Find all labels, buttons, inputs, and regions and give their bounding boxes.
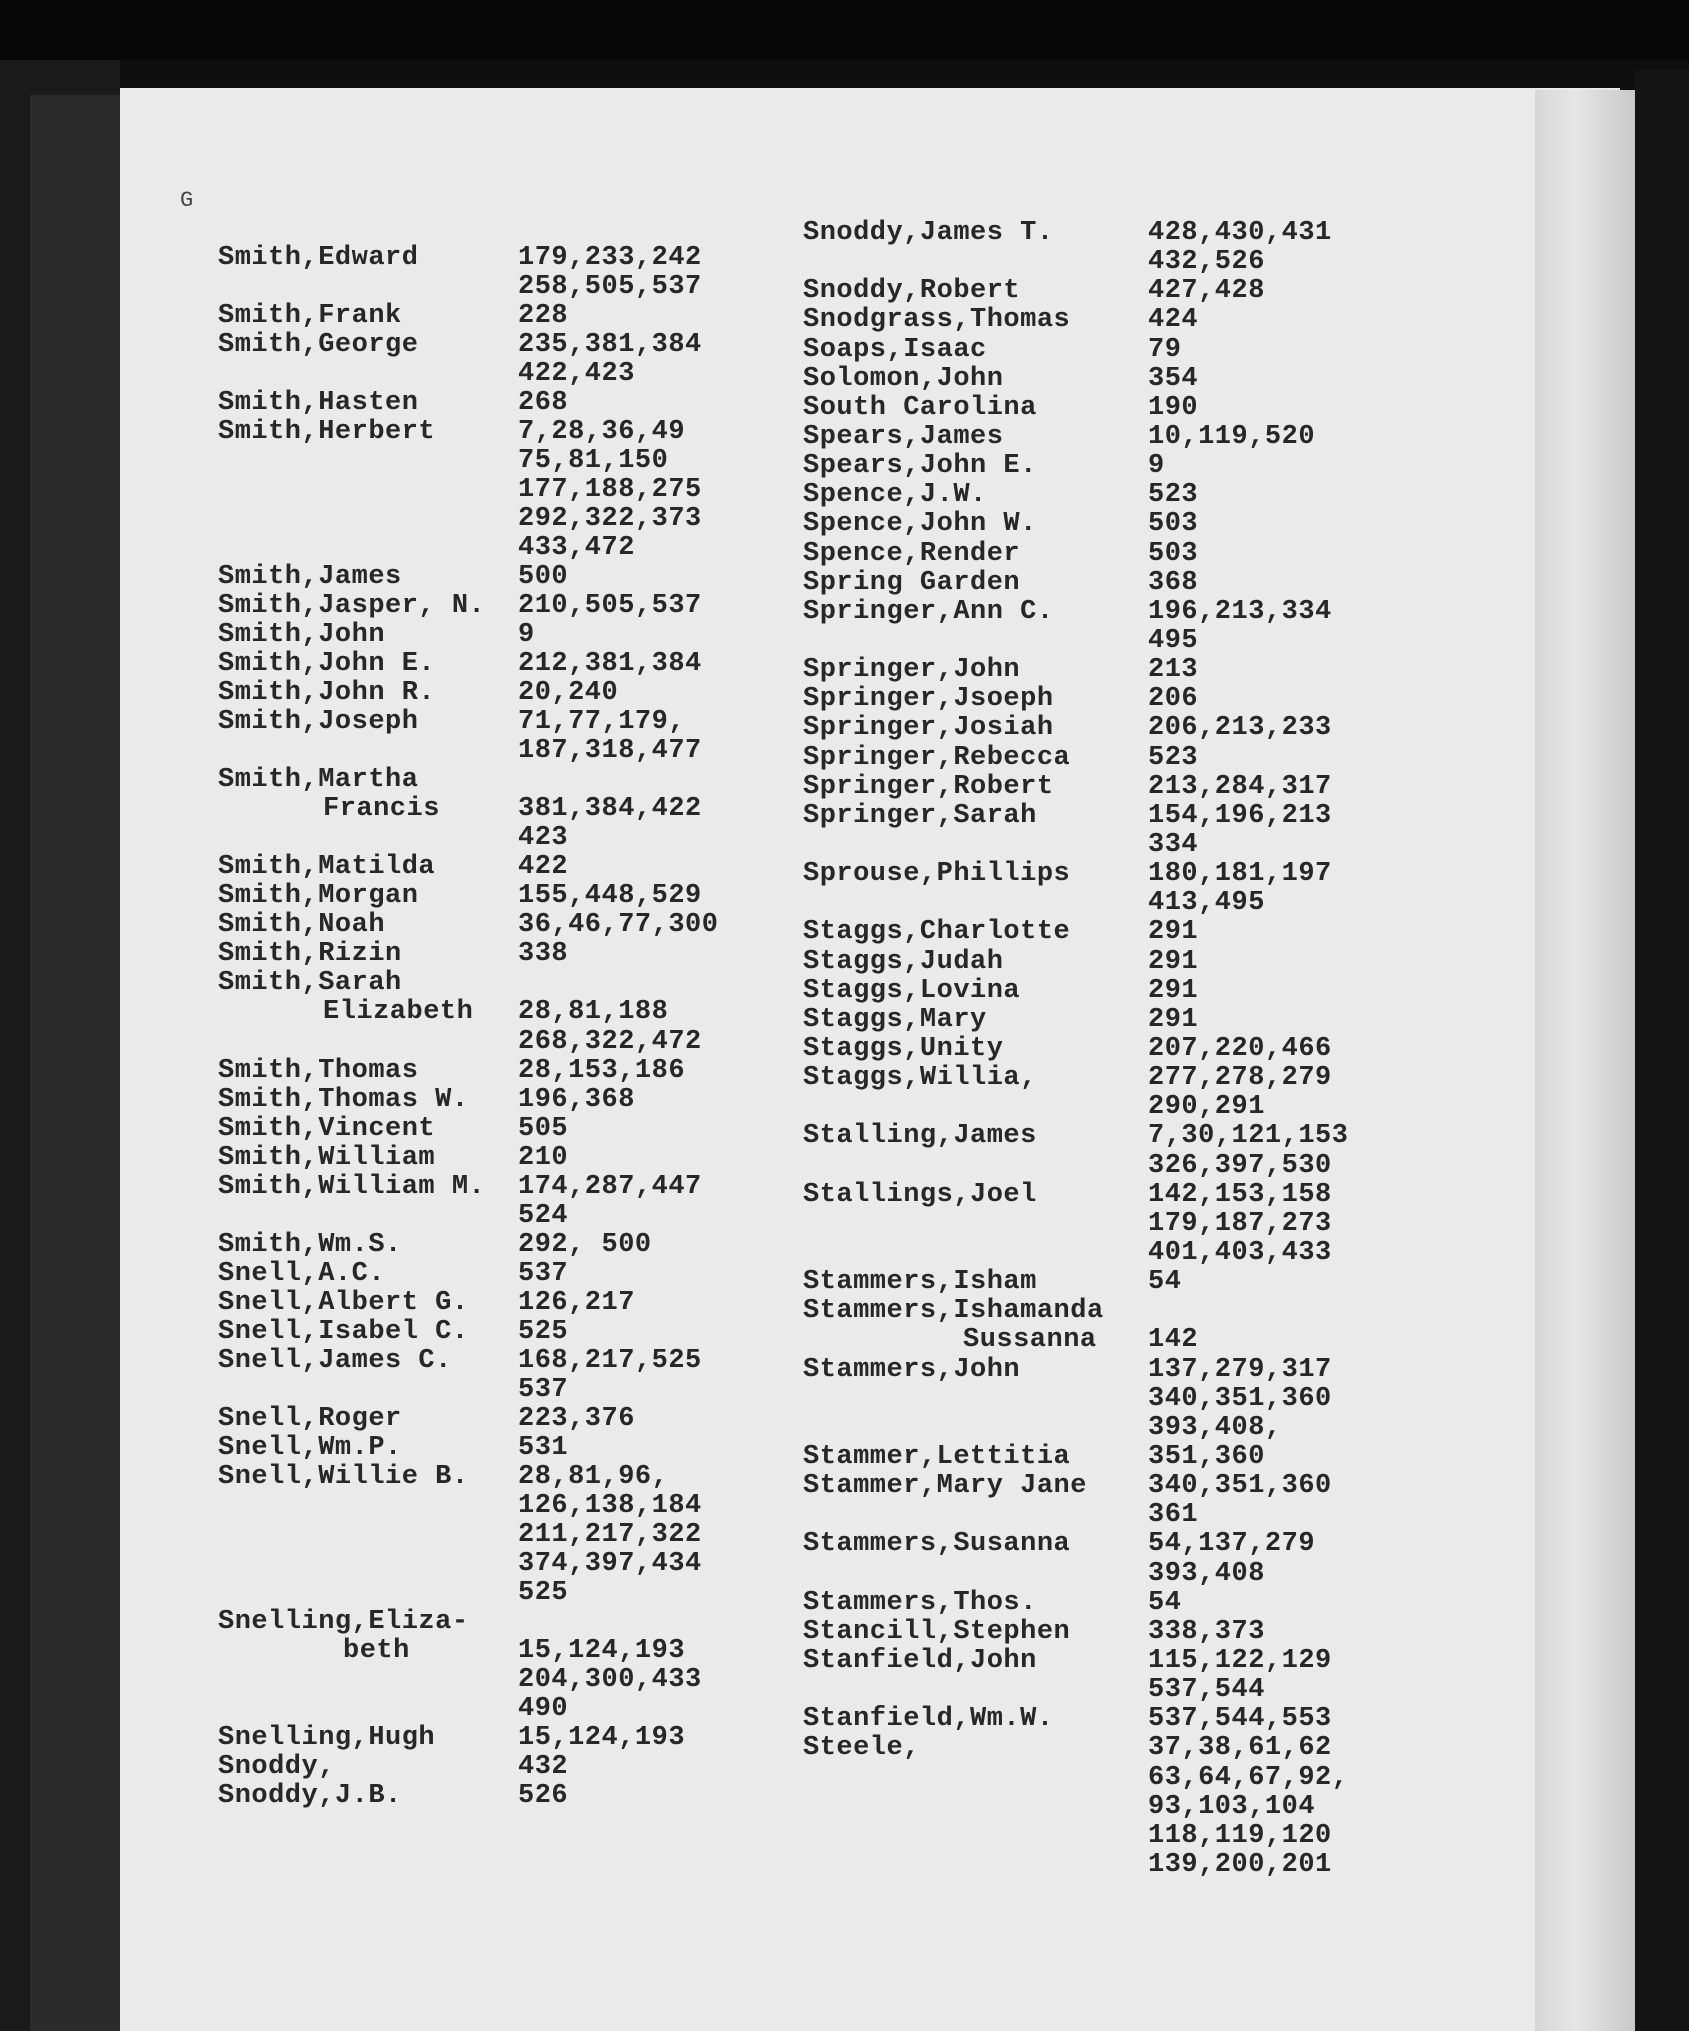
entry-name: beth xyxy=(343,1635,410,1666)
entry-name: Springer,Rebecca xyxy=(803,742,1071,773)
entry-pages: 537,544,553 xyxy=(1148,1704,1332,1735)
entry-pages: 36,46,77,300 xyxy=(518,910,719,941)
entry-name: Smith,Noah xyxy=(218,910,386,941)
entry-pages: 211,217,322 xyxy=(518,1519,702,1550)
entry-pages: 235,381,384 xyxy=(518,330,702,361)
entry-pages: 334 xyxy=(1148,830,1199,860)
entry-pages: 326,397,530 xyxy=(1148,1150,1332,1181)
entry-pages: 180,181,197 xyxy=(1148,859,1332,890)
entry-pages: 10,119,520 xyxy=(1148,422,1316,452)
entry-pages: 505 xyxy=(518,1113,569,1144)
entry-pages: 401,403,433 xyxy=(1148,1238,1332,1268)
entry-pages: 537 xyxy=(518,1258,569,1289)
entry-pages: 422 xyxy=(518,852,569,883)
entry-pages: 168,217,525 xyxy=(518,1345,702,1376)
entry-name: Smith,Frank xyxy=(218,301,402,332)
entry-pages: 351,360 xyxy=(1148,1442,1265,1472)
entry-name: Smith,Hasten xyxy=(218,388,419,419)
entry-name: Smith,Herbert xyxy=(218,417,436,448)
entry-name: Smith,Matilda xyxy=(218,852,436,883)
entry-pages: 118,119,120 xyxy=(1148,1820,1332,1851)
entry-pages: 291 xyxy=(1148,1004,1199,1035)
entry-pages: 277,278,279 xyxy=(1148,1063,1332,1094)
entry-name: Spence,J.W. xyxy=(803,480,987,511)
entry-name: Smith,James xyxy=(218,562,402,593)
entry-pages: 139,200,201 xyxy=(1148,1850,1332,1880)
entry-pages: 268,322,472 xyxy=(518,1026,702,1057)
entry-name: Springer,Ann C. xyxy=(803,596,1054,627)
entry-pages: 28,153,186 xyxy=(518,1055,686,1086)
entry-name: South Carolina xyxy=(803,392,1037,423)
entry-pages: 28,81,188 xyxy=(518,997,669,1028)
entry-pages: 291 xyxy=(1148,917,1199,948)
entry-pages: 524 xyxy=(518,1200,569,1231)
entry-pages: 424 xyxy=(1148,305,1199,336)
entry-name: Smith,George xyxy=(218,330,419,361)
entry-name: Soaps,Isaac xyxy=(803,334,987,365)
entry-name: Francis xyxy=(323,794,440,825)
entry-pages: 213 xyxy=(1148,655,1199,686)
entry-pages: 526 xyxy=(518,1781,569,1811)
entry-pages: 290,291 xyxy=(1148,1092,1265,1123)
entry-pages: 381,384,422 xyxy=(518,794,702,825)
entry-pages: 154,196,213 xyxy=(1148,800,1332,831)
entry-pages: 490 xyxy=(518,1693,569,1724)
entry-name: Snell,A.C. xyxy=(218,1258,386,1289)
entry-name: Springer,Josiah xyxy=(803,713,1054,744)
entry-name: Smith,Edward xyxy=(218,243,419,273)
entry-pages: 20,240 xyxy=(518,678,619,709)
entry-pages: 291 xyxy=(1148,946,1199,977)
entry-name: Stammer,Lettitia xyxy=(803,1442,1071,1472)
entry-pages: 71,77,179, xyxy=(518,707,686,738)
entry-pages: 9 xyxy=(1148,451,1165,482)
entry-pages: 207,220,466 xyxy=(1148,1034,1332,1064)
scanner-top-edge xyxy=(0,0,1689,60)
entry-pages: 495 xyxy=(1148,626,1199,656)
entry-name: Snell,Wm.P. xyxy=(218,1432,402,1463)
entry-name: Snell,Roger xyxy=(218,1403,402,1434)
entry-pages: 523 xyxy=(1148,742,1199,773)
entry-name: Smith,Martha xyxy=(218,765,419,796)
entry-name: Smith,Thomas W. xyxy=(218,1084,469,1115)
binder-edge xyxy=(30,95,120,2031)
entry-pages: 503 xyxy=(1148,509,1199,540)
entry-name: Sussanna xyxy=(963,1325,1097,1356)
entry-name: Snoddy,James T. xyxy=(803,218,1054,248)
entry-name: Springer,Jsoeph xyxy=(803,684,1054,715)
entry-name: Staggs,Charlotte xyxy=(803,917,1071,948)
entry-pages: 423 xyxy=(518,823,569,854)
entry-pages: 210,505,537 xyxy=(518,591,702,622)
entry-name: Snell,James C. xyxy=(218,1345,452,1376)
entry-pages: 258,505,537 xyxy=(518,272,702,303)
entry-pages: 15,124,193 xyxy=(518,1635,686,1666)
entry-name: Stammers,Thos. xyxy=(803,1587,1037,1618)
entry-pages: 422,423 xyxy=(518,359,635,390)
entry-name: Stalling,James xyxy=(803,1121,1037,1152)
entry-name: Smith,Joseph xyxy=(218,707,419,738)
entry-pages: 223,376 xyxy=(518,1403,635,1434)
entry-name: Sprouse,Phillips xyxy=(803,859,1071,890)
entry-name: Stanfield,Wm.W. xyxy=(803,1704,1054,1735)
entry-name: Springer,Robert xyxy=(803,771,1054,802)
entry-pages: 503 xyxy=(1148,538,1199,569)
entry-pages: 432,526 xyxy=(1148,247,1265,278)
entry-pages: 413,495 xyxy=(1148,888,1265,919)
entry-pages: 523 xyxy=(1148,480,1199,511)
entry-name: Spence,John W. xyxy=(803,509,1037,540)
entry-pages: 206,213,233 xyxy=(1148,713,1332,744)
entry-pages: 187,318,477 xyxy=(518,736,702,767)
entry-pages: 500 xyxy=(518,562,569,593)
entry-name: Stammers,Susanna xyxy=(803,1529,1071,1560)
entry-name: Stammer,Mary Jane xyxy=(803,1471,1087,1502)
entry-pages: 137,279,317 xyxy=(1148,1354,1332,1385)
entry-pages: 190 xyxy=(1148,392,1199,423)
entry-pages: 338 xyxy=(518,939,569,970)
entry-pages: 142,153,158 xyxy=(1148,1179,1332,1210)
entry-name: Stallings,Joel xyxy=(803,1179,1037,1210)
entry-name: Smith,Rizin xyxy=(218,939,402,970)
entry-pages: 179,233,242 xyxy=(518,243,702,273)
entry-pages: 374,397,434 xyxy=(518,1548,702,1579)
entry-pages: 393,408 xyxy=(1148,1558,1265,1589)
entry-pages: 228 xyxy=(518,301,569,332)
entry-name: Smith,William xyxy=(218,1142,436,1173)
entry-name: Snodgrass,Thomas xyxy=(803,305,1071,336)
entry-name: Smith,John R. xyxy=(218,678,436,709)
entry-pages: 213,284,317 xyxy=(1148,771,1332,802)
entry-name: Snelling,Hugh xyxy=(218,1722,436,1753)
entry-name: Staggs,Lovina xyxy=(803,975,1021,1006)
entry-name: Smith,William M. xyxy=(218,1171,486,1202)
entry-name: Stammers,John xyxy=(803,1354,1021,1385)
entry-name: Snoddy, xyxy=(218,1751,335,1782)
entry-pages: 427,428 xyxy=(1148,276,1265,307)
entry-pages: 126,217 xyxy=(518,1287,635,1318)
entry-name: Snoddy,Robert xyxy=(803,276,1021,307)
entry-name: Solomon,John xyxy=(803,363,1004,394)
entry-pages: 525 xyxy=(518,1577,569,1608)
entry-name: Elizabeth xyxy=(323,997,474,1028)
entry-pages: 432 xyxy=(518,1751,569,1782)
entry-name: Staggs,Unity xyxy=(803,1034,1004,1064)
entry-name: Snell,Isabel C. xyxy=(218,1316,469,1347)
entry-name: Smith,Wm.S. xyxy=(218,1229,402,1260)
page-curl-edge xyxy=(1535,90,1635,2031)
entry-pages: 340,351,360 xyxy=(1148,1383,1332,1414)
entry-name: Snell,Albert G. xyxy=(218,1287,469,1318)
entry-pages: 54 xyxy=(1148,1267,1182,1298)
entry-name: Spring Garden xyxy=(803,567,1021,598)
entry-pages: 155,448,529 xyxy=(518,881,702,912)
entry-name: Staggs,Judah xyxy=(803,946,1004,977)
entry-pages: 196,213,334 xyxy=(1148,596,1332,627)
entry-pages: 368 xyxy=(1148,567,1199,598)
scanner-right-edge xyxy=(1635,70,1689,2031)
entry-pages: 537,544 xyxy=(1148,1675,1265,1706)
entry-pages: 433,472 xyxy=(518,533,635,564)
entry-pages: 177,188,275 xyxy=(518,475,702,506)
entry-pages: 292,322,373 xyxy=(518,504,702,535)
entry-name: Snell,Willie B. xyxy=(218,1461,469,1492)
entry-pages: 93,103,104 xyxy=(1148,1791,1316,1822)
entry-name: Spears,John E. xyxy=(803,451,1037,482)
entry-name: Snelling,Eliza- xyxy=(218,1606,469,1637)
entry-name: Springer,John xyxy=(803,655,1021,686)
entry-name: Spence,Render xyxy=(803,538,1021,569)
entry-name: Smith,Vincent xyxy=(218,1113,436,1144)
entry-pages: 79 xyxy=(1148,334,1182,365)
entry-pages: 7,28,36,49 xyxy=(518,417,686,448)
entry-name: Smith,Thomas xyxy=(218,1055,419,1086)
entry-name: Smith,Jasper, N. xyxy=(218,591,486,622)
entry-name: Smith,John xyxy=(218,620,386,651)
entry-pages: 174,287,447 xyxy=(518,1171,702,1202)
entry-pages: 179,187,273 xyxy=(1148,1208,1332,1239)
entry-pages: 126,138,184 xyxy=(518,1490,702,1521)
entry-pages: 354 xyxy=(1148,363,1199,394)
entry-pages: 268 xyxy=(518,388,569,419)
entry-pages: 9 xyxy=(518,620,535,651)
entry-name: Steele, xyxy=(803,1733,920,1764)
entry-name: Smith,John E. xyxy=(218,649,436,680)
entry-pages: 361 xyxy=(1148,1500,1199,1531)
entry-pages: 28,81,96, xyxy=(518,1461,669,1492)
entry-pages: 75,81,150 xyxy=(518,446,669,477)
entry-pages: 7,30,121,153 xyxy=(1148,1121,1349,1152)
entry-pages: 206 xyxy=(1148,684,1199,715)
entry-name: Staggs,Mary xyxy=(803,1004,987,1035)
corner-mark: G xyxy=(180,188,194,213)
entry-pages: 54,137,279 xyxy=(1148,1529,1316,1560)
entry-pages: 212,381,384 xyxy=(518,649,702,680)
entry-name: Stanfield,John xyxy=(803,1646,1037,1676)
entry-pages: 531 xyxy=(518,1432,569,1463)
entry-name: Springer,Sarah xyxy=(803,800,1037,831)
entry-pages: 340,351,360 xyxy=(1148,1471,1332,1502)
entry-pages: 210 xyxy=(518,1142,569,1173)
entry-pages: 291 xyxy=(1148,975,1199,1006)
entry-pages: 63,64,67,92, xyxy=(1148,1762,1349,1793)
entry-pages: 204,300,433 xyxy=(518,1664,702,1695)
entry-pages: 292, 500 xyxy=(518,1229,652,1260)
entry-name: Stammers,Isham xyxy=(803,1267,1037,1298)
entry-pages: 196,368 xyxy=(518,1084,635,1115)
entry-pages: 142 xyxy=(1148,1325,1199,1356)
entry-name: Smith,Sarah xyxy=(218,968,402,999)
entry-pages: 15,124,193 xyxy=(518,1722,686,1753)
entry-pages: 338,373 xyxy=(1148,1616,1265,1647)
entry-name: Smith,Morgan xyxy=(218,881,419,912)
entry-pages: 54 xyxy=(1148,1587,1182,1618)
entry-pages: 393,408, xyxy=(1148,1412,1282,1443)
entry-pages: 428,430,431 xyxy=(1148,218,1332,248)
entry-name: Snoddy,J.B. xyxy=(218,1781,402,1811)
entry-name: Spears,James xyxy=(803,422,1004,452)
entry-pages: 537 xyxy=(518,1374,569,1405)
entry-pages: 525 xyxy=(518,1316,569,1347)
entry-pages: 115,122,129 xyxy=(1148,1646,1332,1676)
entry-pages: 37,38,61,62 xyxy=(1148,1733,1332,1764)
entry-name: Stammers,Ishamanda xyxy=(803,1296,1104,1327)
entry-name: Stancill,Stephen xyxy=(803,1616,1071,1647)
entry-name: Staggs,Willia, xyxy=(803,1063,1037,1094)
